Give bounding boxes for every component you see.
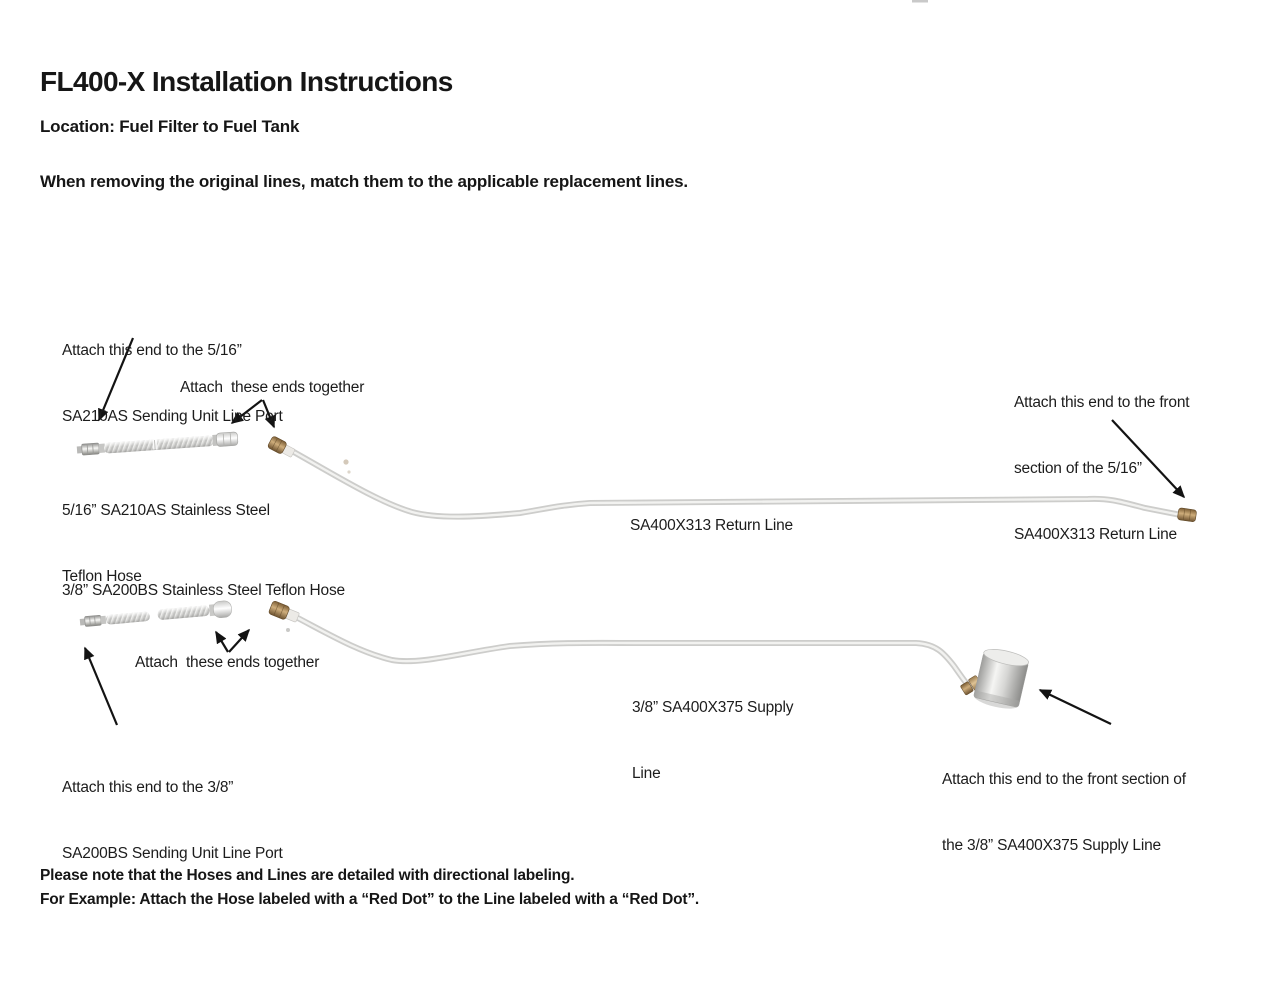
footer-note: Please note that the Hoses and Lines are detailed with directional labeling. For Example: Attach the Hose labeled with a “Red Dot” to the Line labeled with a “Red Dot”. bbox=[40, 867, 700, 908]
label-3-8-hose: 3/8” SA200BS Stainless Steel Teflon Hose bbox=[62, 582, 345, 599]
callout-return-line-front: Attach this end to the front section of the 5/16” SA400X313 Return Line bbox=[1014, 394, 1190, 543]
label-supply-line: 3/8” SA400X375 Supply Line bbox=[632, 699, 794, 782]
location-line: Location: Fuel Filter to Fuel Tank bbox=[40, 117, 300, 136]
scan-artifact bbox=[912, 0, 928, 3]
callout-3-8-ends-together: Attach these ends together bbox=[135, 654, 320, 671]
callout-supply-line-front: Attach this end to the front section of the 3/8” SA400X375 Supply Line bbox=[942, 771, 1186, 854]
arrow-to-3-8-hose-port-end bbox=[85, 648, 117, 725]
arrow-to-supply-line-joint-end bbox=[229, 630, 249, 652]
callout-5-16-ends-together: Attach these ends together bbox=[180, 379, 365, 396]
arrow-to-3-8-hose-joint-end bbox=[216, 632, 228, 652]
supply-line-front-fitting bbox=[268, 600, 300, 624]
clip-speck bbox=[286, 628, 290, 632]
clip-speck bbox=[343, 459, 348, 464]
label-5-16-hose: 5/16” SA210AS Stainless Steel Teflon Hose bbox=[62, 502, 270, 585]
callout-5-16-sending-unit-port: Attach this end to the 5/16” SA210AS Sending Unit Line Port bbox=[62, 342, 283, 425]
label-return-line: SA400X313 Return Line bbox=[630, 517, 793, 534]
instruction-line: When removing the original lines, match them to the applicable replacement lines. bbox=[40, 172, 688, 191]
clip-speck bbox=[347, 470, 350, 473]
page-title: FL400-X Installation Instructions bbox=[40, 66, 453, 97]
callout-3-8-sending-unit-port: Attach this end to the 3/8” SA200BS Sending Unit Line Port bbox=[62, 779, 283, 862]
arrow-to-supply-line-rear-end bbox=[1040, 690, 1111, 724]
fuel-filter-canister bbox=[972, 646, 1030, 712]
